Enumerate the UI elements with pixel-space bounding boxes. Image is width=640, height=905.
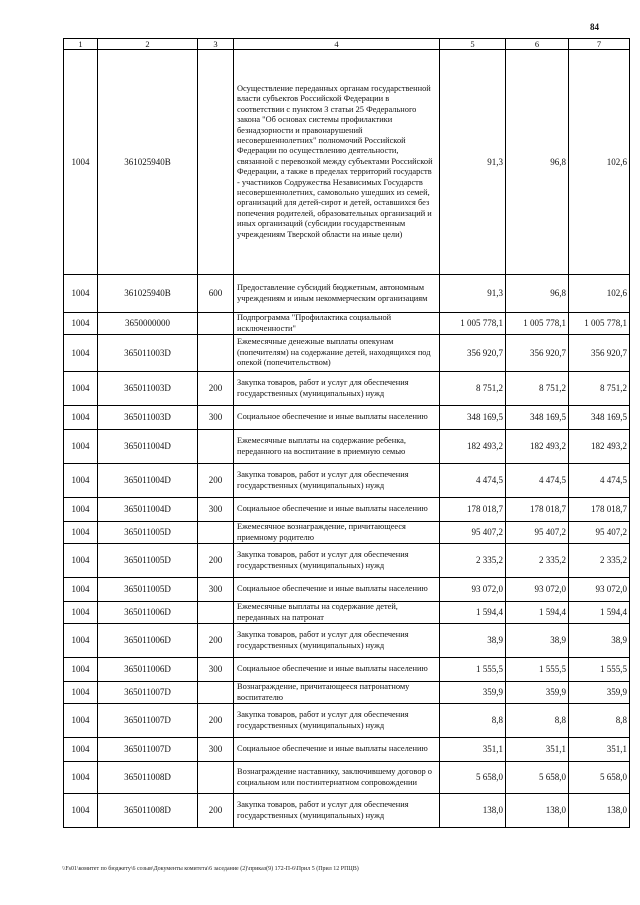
cell-amount-col5: 351,1 [440, 738, 506, 762]
table-row [64, 372, 630, 406]
header-cell: 2 [98, 39, 198, 50]
cell-section-code: 1004 [64, 372, 98, 406]
cell-expense-type [198, 430, 234, 464]
cell-amount-col6: 8,8 [506, 704, 569, 738]
cell-section-code: 1004 [64, 498, 98, 522]
cell-expense-type: 200 [198, 794, 234, 828]
cell-expense-type [198, 335, 234, 372]
cell-target-article: 365011003D [98, 406, 198, 430]
cell-amount-col6: 178 018,7 [506, 498, 569, 522]
cell-expense-type: 300 [198, 738, 234, 762]
cell-amount-col7: 356 920,7 [569, 335, 630, 372]
table-row [64, 578, 630, 602]
cell-name: Социальное обеспечение и иные выплаты населению [234, 406, 440, 430]
cell-section-code: 1004 [64, 50, 98, 275]
cell-amount-col5: 8,8 [440, 704, 506, 738]
table-row [64, 682, 630, 704]
cell-expense-type [198, 50, 234, 275]
cell-name: Подпрограмма "Профилактика социальной исключенности" [234, 313, 440, 335]
cell-target-article: 365011005D [98, 578, 198, 602]
cell-name: Ежемесячные выплаты на содержание детей, переданных на патронат [234, 602, 440, 624]
cell-amount-col7: 102,6 [569, 275, 630, 313]
cell-target-article: 361025940B [98, 275, 198, 313]
cell-amount-col7: 348 169,5 [569, 406, 630, 430]
cell-amount-col7: 182 493,2 [569, 430, 630, 464]
cell-amount-col7: 1 555,5 [569, 658, 630, 682]
cell-name: Социальное обеспечение и иные выплаты населению [234, 498, 440, 522]
header-cell: 6 [506, 39, 569, 50]
cell-section-code: 1004 [64, 464, 98, 498]
table-row [64, 498, 630, 522]
cell-target-article: 361025940B [98, 50, 198, 275]
cell-amount-col6: 2 335,2 [506, 544, 569, 578]
cell-expense-type: 200 [198, 704, 234, 738]
cell-target-article: 365011008D [98, 794, 198, 828]
table-row [64, 50, 630, 275]
cell-section-code: 1004 [64, 762, 98, 794]
cell-section-code: 1004 [64, 335, 98, 372]
cell-name: Ежемесячное вознаграждение, причитающееся приемному родителю [234, 522, 440, 544]
cell-expense-type: 200 [198, 624, 234, 658]
cell-section-code: 1004 [64, 624, 98, 658]
cell-amount-col5: 356 920,7 [440, 335, 506, 372]
cell-amount-col7: 5 658,0 [569, 762, 630, 794]
cell-target-article: 365011006D [98, 658, 198, 682]
table-row [64, 522, 630, 544]
cell-name: Закупка товаров, работ и услуг для обеспечения государственных (муниципальных) нужд [234, 624, 440, 658]
cell-amount-col5: 38,9 [440, 624, 506, 658]
cell-amount-col6: 348 169,5 [506, 406, 569, 430]
cell-amount-col5: 1 555,5 [440, 658, 506, 682]
cell-amount-col6: 93 072,0 [506, 578, 569, 602]
cell-amount-col6: 351,1 [506, 738, 569, 762]
table-row [64, 544, 630, 578]
cell-amount-col5: 91,3 [440, 50, 506, 275]
cell-amount-col6: 138,0 [506, 794, 569, 828]
cell-amount-col6: 5 658,0 [506, 762, 569, 794]
cell-name: Социальное обеспечение и иные выплаты населению [234, 578, 440, 602]
cell-target-article: 365011006D [98, 602, 198, 624]
header-cell: 5 [440, 39, 506, 50]
cell-section-code: 1004 [64, 658, 98, 682]
cell-section-code: 1004 [64, 430, 98, 464]
cell-target-article: 365011006D [98, 624, 198, 658]
cell-amount-col7: 351,1 [569, 738, 630, 762]
cell-target-article: 365011004D [98, 498, 198, 522]
cell-section-code: 1004 [64, 794, 98, 828]
cell-expense-type [198, 762, 234, 794]
cell-name: Закупка товаров, работ и услуг для обеспечения государственных (муниципальных) нужд [234, 704, 440, 738]
cell-name: Вознаграждение, причитающееся патронатному воспитателю [234, 682, 440, 704]
cell-amount-col5: 8 751,2 [440, 372, 506, 406]
table-row [64, 738, 630, 762]
cell-section-code: 1004 [64, 406, 98, 430]
cell-amount-col5: 182 493,2 [440, 430, 506, 464]
cell-amount-col7: 138,0 [569, 794, 630, 828]
cell-amount-col7: 2 335,2 [569, 544, 630, 578]
cell-target-article: 365011005D [98, 522, 198, 544]
cell-amount-col7: 8,8 [569, 704, 630, 738]
cell-amount-col6: 1 555,5 [506, 658, 569, 682]
cell-amount-col7: 93 072,0 [569, 578, 630, 602]
table-row [64, 275, 630, 313]
cell-amount-col6: 95 407,2 [506, 522, 569, 544]
table-row [64, 464, 630, 498]
cell-section-code: 1004 [64, 682, 98, 704]
cell-expense-type: 200 [198, 464, 234, 498]
file-path-footer: \\Fs01\комитет по бюджету\6 созыв\Документы комитета\6 заседание (2)\приказ(9) 172-П-6\Прил 5 (Прил 12 РПЦВ) [62, 866, 359, 872]
cell-target-article: 365011003D [98, 372, 198, 406]
cell-amount-col6: 96,8 [506, 50, 569, 275]
cell-section-code: 1004 [64, 313, 98, 335]
cell-amount-col5: 5 658,0 [440, 762, 506, 794]
cell-target-article: 365011004D [98, 464, 198, 498]
cell-expense-type: 200 [198, 544, 234, 578]
cell-amount-col5: 1 005 778,1 [440, 313, 506, 335]
cell-name: Осуществление переданных органам государственной власти субъектов Российской Федерации в соответствии с пунктом 3 статьи 25 Федерального закона "Об основах системы профилактики безнадзорности и правонарушений несовершеннолетних" полномочий Российской Федерации по осуществлению деятельности, связанной с перевозкой между субъектами Российской Федерации, а также в пределах территорий государств - участников Содружества Независимых Государств несовершеннолетних, самовольно ушедших из семей, организаций для детей-сирот и детей, оставшихся без попечения родителей, образовательных организаций и иных организаций (субсидии государственным учреждениям Тверской области на иные цели) [234, 50, 440, 275]
cell-expense-type: 300 [198, 578, 234, 602]
cell-section-code: 1004 [64, 544, 98, 578]
cell-amount-col6: 1 005 778,1 [506, 313, 569, 335]
table-row [64, 762, 630, 794]
cell-amount-col6: 356 920,7 [506, 335, 569, 372]
cell-target-article: 365011008D [98, 762, 198, 794]
cell-expense-type [198, 313, 234, 335]
table-row [64, 602, 630, 624]
cell-target-article: 365011007D [98, 738, 198, 762]
cell-expense-type: 600 [198, 275, 234, 313]
cell-section-code: 1004 [64, 704, 98, 738]
cell-amount-col6: 4 474,5 [506, 464, 569, 498]
page-number: 84 [590, 22, 599, 32]
table-row [64, 624, 630, 658]
cell-name: Закупка товаров, работ и услуг для обеспечения государственных (муниципальных) нужд [234, 464, 440, 498]
cell-target-article: 3650000000 [98, 313, 198, 335]
cell-amount-col7: 178 018,7 [569, 498, 630, 522]
cell-section-code: 1004 [64, 275, 98, 313]
cell-amount-col6: 182 493,2 [506, 430, 569, 464]
cell-name: Социальное обеспечение и иные выплаты населению [234, 658, 440, 682]
cell-amount-col5: 178 018,7 [440, 498, 506, 522]
cell-target-article: 365011005D [98, 544, 198, 578]
cell-expense-type: 300 [198, 658, 234, 682]
cell-section-code: 1004 [64, 578, 98, 602]
cell-expense-type: 200 [198, 372, 234, 406]
cell-amount-col5: 348 169,5 [440, 406, 506, 430]
cell-name: Ежемесячные выплаты на содержание ребенка, переданного на воспитание в приемную семью [234, 430, 440, 464]
cell-section-code: 1004 [64, 738, 98, 762]
cell-target-article: 365011007D [98, 704, 198, 738]
table-row [64, 704, 630, 738]
cell-amount-col6: 1 594,4 [506, 602, 569, 624]
cell-target-article: 365011003D [98, 335, 198, 372]
cell-amount-col7: 102,6 [569, 50, 630, 275]
cell-amount-col5: 91,3 [440, 275, 506, 313]
header-cell: 7 [569, 39, 630, 50]
cell-amount-col5: 1 594,4 [440, 602, 506, 624]
cell-expense-type: 300 [198, 498, 234, 522]
budget-table [63, 38, 630, 828]
cell-target-article: 365011004D [98, 430, 198, 464]
table-row [64, 430, 630, 464]
cell-target-article: 365011007D [98, 682, 198, 704]
table-row [64, 313, 630, 335]
cell-expense-type [198, 682, 234, 704]
cell-name: Ежемесячные денежные выплаты опекунам (попечителям) на содержание детей, находящихся под опекой (попечительством) [234, 335, 440, 372]
cell-amount-col7: 359,9 [569, 682, 630, 704]
cell-amount-col5: 138,0 [440, 794, 506, 828]
cell-amount-col5: 4 474,5 [440, 464, 506, 498]
cell-amount-col7: 38,9 [569, 624, 630, 658]
cell-amount-col7: 1 005 778,1 [569, 313, 630, 335]
cell-name: Социальное обеспечение и иные выплаты населению [234, 738, 440, 762]
cell-amount-col5: 2 335,2 [440, 544, 506, 578]
cell-amount-col7: 1 594,4 [569, 602, 630, 624]
header-cell: 1 [64, 39, 98, 50]
header-cell: 4 [234, 39, 440, 50]
cell-amount-col7: 95 407,2 [569, 522, 630, 544]
cell-name: Закупка товаров, работ и услуг для обеспечения государственных (муниципальных) нужд [234, 794, 440, 828]
cell-amount-col7: 8 751,2 [569, 372, 630, 406]
cell-name: Вознаграждение наставнику, заключившему договор о социальном или постинтернатном сопровождении [234, 762, 440, 794]
cell-name: Закупка товаров, работ и услуг для обеспечения государственных (муниципальных) нужд [234, 372, 440, 406]
cell-amount-col6: 359,9 [506, 682, 569, 704]
cell-amount-col5: 95 407,2 [440, 522, 506, 544]
cell-amount-col6: 96,8 [506, 275, 569, 313]
cell-name: Закупка товаров, работ и услуг для обеспечения государственных (муниципальных) нужд [234, 544, 440, 578]
table-row [64, 335, 630, 372]
cell-amount-col5: 359,9 [440, 682, 506, 704]
cell-amount-col6: 8 751,2 [506, 372, 569, 406]
table-row [64, 794, 630, 828]
cell-expense-type [198, 522, 234, 544]
cell-expense-type [198, 602, 234, 624]
cell-section-code: 1004 [64, 602, 98, 624]
table-row [64, 658, 630, 682]
cell-section-code: 1004 [64, 522, 98, 544]
cell-expense-type: 300 [198, 406, 234, 430]
cell-amount-col6: 38,9 [506, 624, 569, 658]
cell-amount-col5: 93 072,0 [440, 578, 506, 602]
header-row [64, 39, 630, 50]
cell-name: Предоставление субсидий бюджетным, автономным учреждениям и иным некоммерческим организациям [234, 275, 440, 313]
table-row [64, 406, 630, 430]
cell-amount-col7: 4 474,5 [569, 464, 630, 498]
header-cell: 3 [198, 39, 234, 50]
